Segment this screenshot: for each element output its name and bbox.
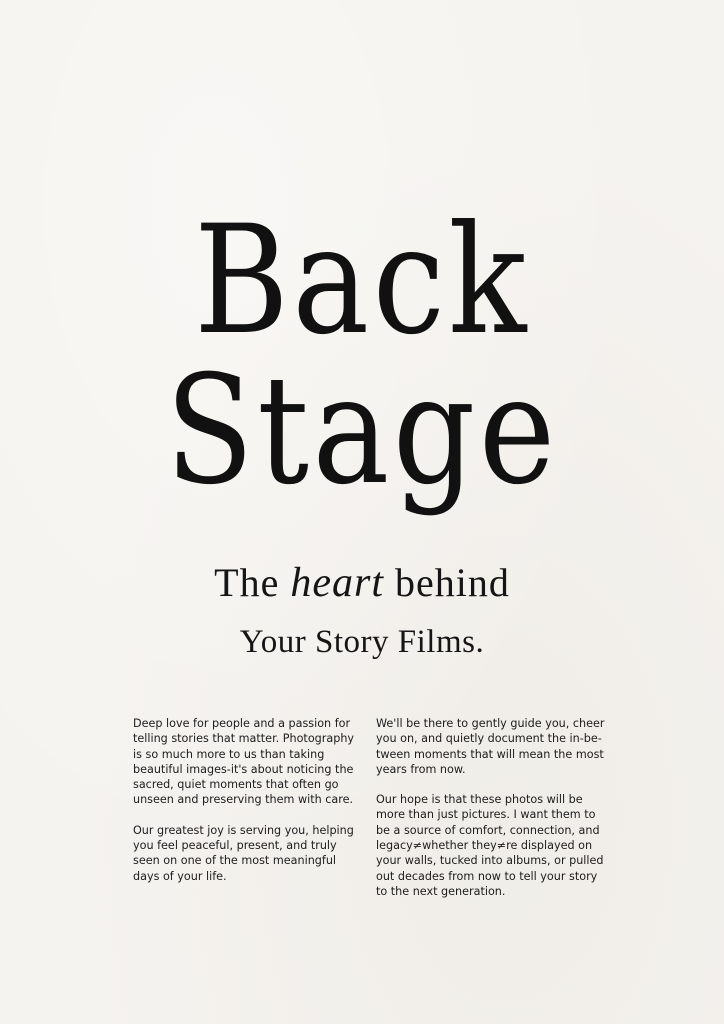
body-column-right [376, 716, 608, 914]
body-paragraph: We'll be there to gently guide you, cheer you on, and quietly document the in-be-tween moments that will mean the most years from now. [376, 717, 605, 776]
title-line-back: Back [194, 194, 530, 368]
subtitle-emphasis: heart [290, 560, 384, 606]
body-column-left [133, 716, 365, 899]
subtitle-line-1 [0, 562, 724, 604]
subtitle-suffix: behind [383, 560, 510, 605]
body-paragraph: Our hope is that these photos will be more than just pictures. I want them to be a source of comfort, connection, and legacy≠whether they≠re displayed on your walls, tucked into albums, or pulled out decades from now to tell your story to the next generation. [376, 793, 604, 898]
subtitle-line-2: Your Story Films. [239, 624, 485, 660]
subtitle-prefix: The [214, 560, 291, 605]
title-line-stage: Stage [165, 344, 559, 518]
body-paragraph: Deep love for people and a passion for telling stories that matter. Photography is so much more to us than taking beautiful images-it's about noticing the sacred, quiet moments that often go unseen and preserving them with care. [133, 717, 355, 807]
body-paragraph: Our greatest joy is serving you, helping you feel peaceful, present, and truly seen on one of the most meaningful days of your life. [133, 823, 354, 883]
